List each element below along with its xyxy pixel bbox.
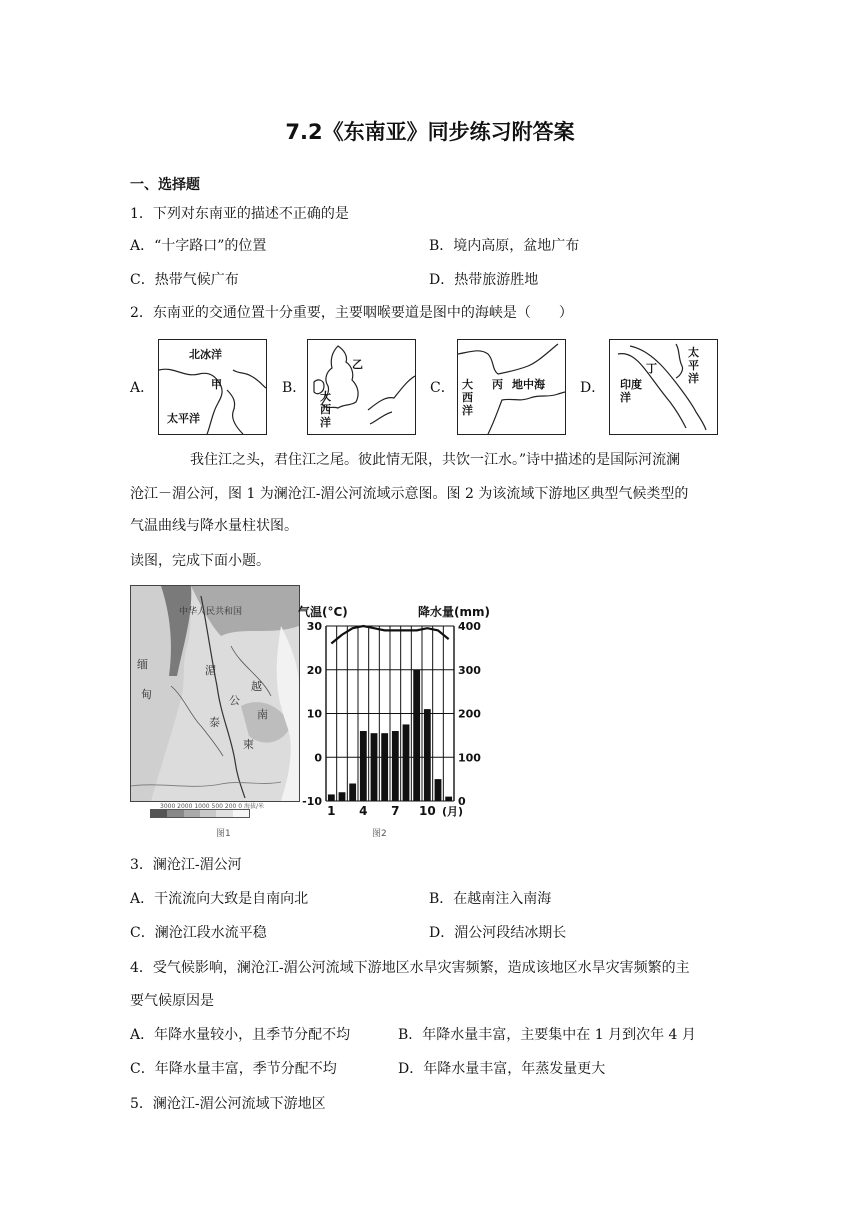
precipitation-bar (360, 731, 367, 801)
q3-stem: 3．澜沧江-湄公河 (130, 857, 242, 873)
right-axis-title: 降水量(mm) (418, 605, 490, 619)
right-tick-label: 100 (458, 751, 481, 765)
right-tick-label: 300 (458, 663, 481, 677)
section-heading: 一、选择题 (130, 177, 200, 193)
figure-1-label-yue: 越 (251, 680, 262, 693)
strait-map-d (609, 339, 718, 435)
map-a-label-pacific: 太平洋 (167, 412, 200, 425)
q4-option-a: A．年降水量较小，且季节分配不均 (130, 1027, 351, 1043)
figure-1-basin-map (130, 585, 300, 802)
q3-option-c: C．澜沧江段水流平稳 (130, 925, 267, 941)
q2-option-c-letter: C． (430, 380, 455, 396)
strait-map-c (457, 339, 566, 435)
q3-option-d: D．湄公河段结冰期长 (429, 925, 567, 941)
q2-option-b-letter: B． (282, 380, 307, 396)
climate-chart-svg (298, 598, 503, 820)
q2-option-a-letter: A． (130, 380, 155, 396)
page-title: 7.2《东南亚》同步练习附答案 (285, 120, 575, 144)
figure-1-scale-text: 3000 2000 1000 500 200 0 海拔/米 (160, 803, 264, 810)
map-a-label-jia: 甲 (211, 378, 222, 391)
q1-stem: 1．下列对东南亚的描述不正确的是 (130, 206, 349, 222)
q1-option-b: B．境内高原，盆地广布 (429, 238, 580, 254)
q3-option-b: B．在越南注入南海 (429, 891, 552, 907)
figure-1-caption: 图1 (216, 829, 231, 839)
q2-option-d-letter: D． (580, 380, 606, 396)
precipitation-bar (339, 792, 346, 801)
strait-map-a (158, 339, 267, 435)
precipitation-bar (349, 784, 356, 802)
right-tick-label: 200 (458, 707, 481, 721)
precipitation-bar (371, 733, 378, 801)
left-tick-label: 10 (306, 707, 322, 721)
left-tick-label: -10 (302, 795, 322, 808)
map-c-label-bing: 丙 (492, 378, 503, 391)
map-c-label-atlantic: 大西洋 (462, 378, 473, 417)
x-unit-label: (月) (442, 805, 464, 818)
left-tick-label: 0 (314, 751, 322, 765)
map-b-label-yi: 乙 (352, 358, 363, 371)
q4-stem-line-1: 4．受气候影响，澜沧江-湄公河流域下游地区水旱灾害频繁，造成该地区水旱灾害频繁的主 (130, 960, 690, 976)
map-d-label-pacific: 太平洋 (688, 346, 699, 385)
q4-option-c: C．年降水量丰富，季节分配不均 (130, 1061, 337, 1077)
precipitation-bar (413, 670, 420, 801)
right-tick-label: 400 (458, 620, 481, 633)
figure-1-label-jian: 柬 (243, 738, 254, 751)
figure-1-label-dian: 甸 (141, 688, 152, 701)
precipitation-bar (445, 797, 452, 801)
left-axis-title: 气温(°C) (298, 605, 348, 619)
precipitation-bar (381, 733, 388, 801)
left-tick-label: 20 (306, 663, 322, 677)
map-d-label-ding: 丁 (646, 362, 657, 375)
passage-line-1: 我住江之头，君住江之尾。彼此情无限，共饮一江水。”诗中描述的是国际河流澜 (190, 452, 681, 468)
figure-2-climate-chart (298, 598, 503, 820)
precipitation-bar (435, 779, 442, 801)
map-b-label-atlantic: 大西洋 (320, 390, 331, 429)
passage-instruction: 读图，完成下面小题。 (130, 553, 270, 569)
figure-1-terrain (131, 586, 299, 801)
q4-option-b: B．年降水量丰富，主要集中在 1 月到次年 4 月 (398, 1027, 696, 1043)
precipitation-bar (403, 724, 410, 801)
q4-option-d: D．年降水量丰富，年蒸发量更大 (398, 1061, 606, 1077)
figure-2-caption: 图2 (372, 829, 387, 839)
x-tick-label: 10 (418, 804, 436, 818)
q3-option-a: A．干流流向大致是自南向北 (130, 891, 309, 907)
q2-stem: 2．东南亚的交通位置十分重要，主要咽喉要道是图中的海峡是（ ） (130, 305, 573, 321)
figure-1-elevation-scale (150, 809, 250, 818)
q4-stem-line-2: 要气候原因是 (130, 993, 214, 1009)
figure-1-label-gong: 公 (229, 694, 240, 707)
precipitation-bar (328, 794, 335, 801)
q5-stem: 5．澜沧江-湄公河流域下游地区 (130, 1096, 326, 1112)
map-c-label-mediterranean: 地中海 (512, 378, 545, 391)
q1-option-d: D．热带旅游胜地 (429, 272, 539, 288)
x-tick-label: 1 (327, 804, 336, 818)
right-tick-label: 0 (458, 795, 466, 808)
map-a-label-arctic: 北冰洋 (189, 348, 222, 361)
precipitation-bar (392, 731, 399, 801)
figure-1-label-nan: 南 (257, 708, 268, 721)
precipitation-bar (424, 709, 431, 801)
q1-option-c: C．热带气候广布 (130, 272, 239, 288)
left-tick-label: 30 (306, 620, 322, 633)
figure-1-label-mei: 湄 (205, 664, 216, 677)
passage-line-2: 沧江－湄公河，图 1 为澜沧江-湄公河流域示意图。图 2 为该流域下游地区典型气候类型的 (130, 486, 689, 502)
figure-1-label-china: 中华人民共和国 (179, 607, 243, 617)
figure-1-label-mian: 缅 (137, 658, 148, 671)
x-tick-label: 7 (391, 804, 400, 818)
map-d-label-indian: 印度洋 (620, 378, 642, 404)
strait-map-b (307, 339, 416, 435)
x-tick-label: 4 (359, 804, 368, 818)
passage-line-3: 气温曲线与降水量柱状图。 (130, 518, 298, 534)
figure-1-label-tai: 泰 (209, 716, 220, 729)
q1-option-a: A．“十字路口”的位置 (130, 238, 267, 254)
